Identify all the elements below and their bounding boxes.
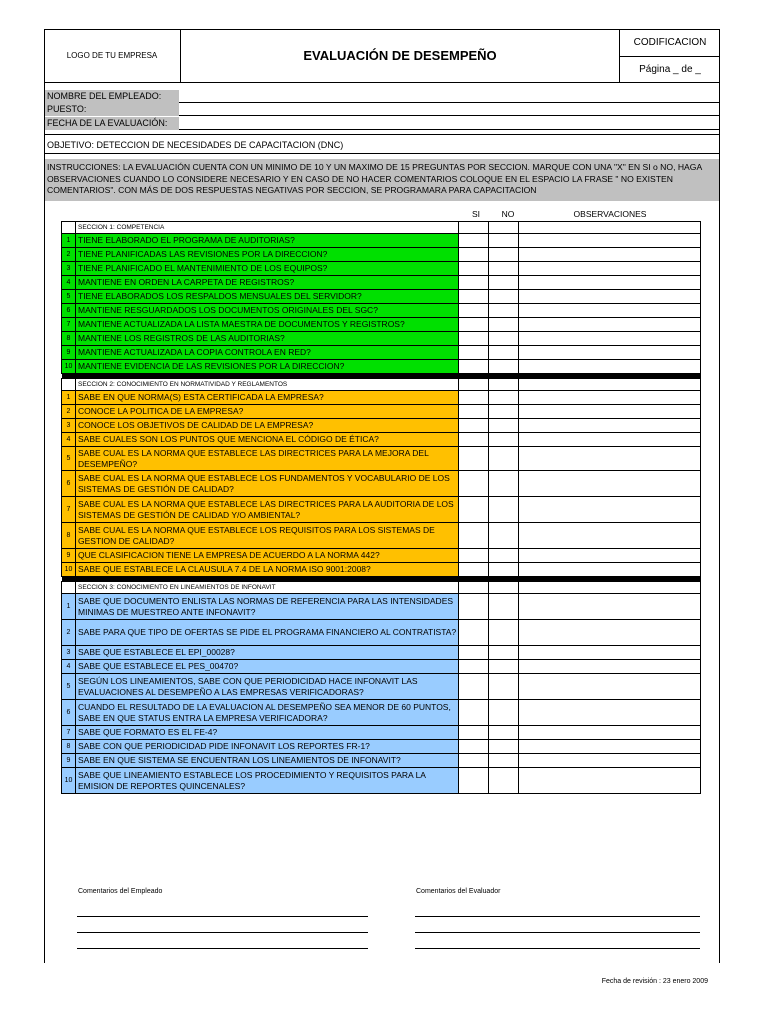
question-number: 6 bbox=[62, 700, 76, 726]
answer-no-cell[interactable] bbox=[489, 360, 519, 374]
section-title: SECCION 2: CONOCIMIENTO EN NORMATIVIDAD Y REGLAMENTOS bbox=[76, 379, 459, 391]
observations-cell[interactable] bbox=[519, 549, 701, 563]
answer-no-cell[interactable] bbox=[489, 433, 519, 447]
si-cell[interactable] bbox=[459, 582, 489, 594]
table-row bbox=[62, 290, 701, 304]
observations-cell[interactable] bbox=[519, 379, 701, 391]
observations-cell[interactable] bbox=[519, 360, 701, 374]
answer-si-cell[interactable] bbox=[459, 304, 489, 318]
section-number-cell bbox=[62, 379, 76, 391]
section-header-row bbox=[62, 582, 701, 594]
answer-si-cell[interactable] bbox=[459, 740, 489, 754]
objective-text: OBJETIVO: DETECCION DE NECESIDADES DE CAPACITACION (DNC) bbox=[45, 134, 719, 154]
evaluation-table bbox=[61, 221, 701, 794]
answer-no-cell[interactable] bbox=[489, 726, 519, 740]
answer-no-cell[interactable] bbox=[489, 471, 519, 497]
section-title: SECCION 3: CONOCIMIENTO EN LINEAMIENTOS DE INFONAVIT bbox=[76, 582, 459, 594]
answer-si-cell[interactable] bbox=[459, 768, 489, 794]
observations-cell[interactable] bbox=[519, 304, 701, 318]
question-text: SABE QUE FORMATO ES EL FE-4? bbox=[76, 726, 459, 740]
question-number: 5 bbox=[62, 290, 76, 304]
form-header bbox=[44, 29, 720, 83]
question-text: SABE QUE ESTABLECE EL EPI_00028? bbox=[76, 646, 459, 660]
employee-name-label: NOMBRE DEL EMPLEADO: bbox=[45, 90, 179, 103]
observations-cell[interactable] bbox=[519, 332, 701, 346]
evaluator-comment-line[interactable] bbox=[415, 948, 700, 949]
table-row bbox=[62, 447, 701, 471]
question-number: 8 bbox=[62, 740, 76, 754]
question-number: 7 bbox=[62, 497, 76, 523]
table-row bbox=[62, 471, 701, 497]
question-number: 2 bbox=[62, 248, 76, 262]
answer-si-cell[interactable] bbox=[459, 360, 489, 374]
table-row bbox=[62, 234, 701, 248]
table-row bbox=[62, 646, 701, 660]
question-number: 4 bbox=[62, 660, 76, 674]
observations-cell[interactable] bbox=[519, 447, 701, 471]
table-row bbox=[62, 740, 701, 754]
question-text: CONOCE LOS OBJETIVOS DE CALIDAD DE LA EMPRESA? bbox=[76, 419, 459, 433]
observations-cell[interactable] bbox=[519, 471, 701, 497]
answer-si-cell[interactable] bbox=[459, 523, 489, 549]
question-text: SABE QUE LINEAMIENTO ESTABLECE LOS PROCEDIMIENTO Y REQUISITOS PARA LA EMISION DE REPORTES QUINCENALES? bbox=[76, 768, 459, 794]
employee-comment-line[interactable] bbox=[77, 932, 368, 933]
observations-cell[interactable] bbox=[519, 234, 701, 248]
revision-date: Fecha de revisión : 23 enero 2009 bbox=[601, 978, 708, 985]
question-text: MANTIENE LOS REGISTROS DE LAS AUDITORIAS? bbox=[76, 332, 459, 346]
observations-cell[interactable] bbox=[519, 754, 701, 768]
section-header-row bbox=[62, 222, 701, 234]
question-number: 10 bbox=[62, 360, 76, 374]
evaluator-comment-line[interactable] bbox=[415, 916, 700, 917]
answer-si-cell[interactable] bbox=[459, 433, 489, 447]
question-number: 1 bbox=[62, 594, 76, 620]
section-header-row bbox=[62, 379, 701, 391]
observations-cell[interactable] bbox=[519, 405, 701, 419]
answer-si-cell[interactable] bbox=[459, 620, 489, 646]
answer-no-cell[interactable] bbox=[489, 660, 519, 674]
table-row bbox=[62, 304, 701, 318]
table-row bbox=[62, 549, 701, 563]
column-header-observations: OBSERVACIONES bbox=[573, 209, 647, 219]
table-row bbox=[62, 674, 701, 700]
answer-si-cell[interactable] bbox=[459, 471, 489, 497]
question-number: 2 bbox=[62, 620, 76, 646]
observations-cell[interactable] bbox=[519, 660, 701, 674]
question-number: 3 bbox=[62, 262, 76, 276]
answer-no-cell[interactable] bbox=[489, 740, 519, 754]
answer-no-cell[interactable] bbox=[489, 549, 519, 563]
position-row bbox=[45, 103, 720, 116]
answer-no-cell[interactable] bbox=[489, 563, 519, 577]
question-text: SABE PARA QUE TIPO DE OFERTAS SE PIDE EL PROGRAMA FINANCIERO AL CONTRATISTA? bbox=[76, 620, 459, 646]
observations-cell[interactable] bbox=[519, 290, 701, 304]
table-row bbox=[62, 405, 701, 419]
question-number: 10 bbox=[62, 768, 76, 794]
table-row bbox=[62, 262, 701, 276]
answer-si-cell[interactable] bbox=[459, 660, 489, 674]
section-number-cell bbox=[62, 222, 76, 234]
question-number: 3 bbox=[62, 419, 76, 433]
table-row bbox=[62, 318, 701, 332]
observations-cell[interactable] bbox=[519, 523, 701, 549]
question-text: MANTIENE RESGUARDADOS LOS DOCUMENTOS ORIGINALES DEL SGC? bbox=[76, 304, 459, 318]
answer-si-cell[interactable] bbox=[459, 262, 489, 276]
table-row bbox=[62, 332, 701, 346]
question-number: 3 bbox=[62, 646, 76, 660]
section-title: SECCION 1: COMPETENCIA bbox=[76, 222, 459, 234]
answer-no-cell[interactable] bbox=[489, 768, 519, 794]
no-cell[interactable] bbox=[489, 582, 519, 594]
observations-cell[interactable] bbox=[519, 726, 701, 740]
observations-cell[interactable] bbox=[519, 433, 701, 447]
observations-cell[interactable] bbox=[519, 646, 701, 660]
answer-si-cell[interactable] bbox=[459, 726, 489, 740]
question-number: 9 bbox=[62, 346, 76, 360]
question-text: CUANDO EL RESULTADO DE LA EVALUACION AL DESEMPEÑO SEA MENOR DE 60 PUNTOS, SABE EN QUE STATUS ENTRA LA EMPRESA VERIFICADORA? bbox=[76, 700, 459, 726]
si-cell[interactable] bbox=[459, 222, 489, 234]
evaluator-comments-label: Comentarios del Evaluador bbox=[416, 888, 501, 895]
question-number: 5 bbox=[62, 674, 76, 700]
observations-cell[interactable] bbox=[519, 700, 701, 726]
table-row bbox=[62, 433, 701, 447]
table-row bbox=[62, 346, 701, 360]
table-row bbox=[62, 620, 701, 646]
answer-no-cell[interactable] bbox=[489, 594, 519, 620]
answer-no-cell[interactable] bbox=[489, 276, 519, 290]
table-row bbox=[62, 497, 701, 523]
question-text: SABE CUALES SON LOS PUNTOS QUE MENCIONA EL CÓDIGO DE ÉTICA? bbox=[76, 433, 459, 447]
answer-si-cell[interactable] bbox=[459, 646, 489, 660]
answer-no-cell[interactable] bbox=[489, 447, 519, 471]
question-number: 8 bbox=[62, 332, 76, 346]
question-number: 9 bbox=[62, 754, 76, 768]
observations-cell[interactable] bbox=[519, 391, 701, 405]
answer-si-cell[interactable] bbox=[459, 674, 489, 700]
question-text: CONOCE LA POLITICA DE LA EMPRESA? bbox=[76, 405, 459, 419]
question-text: MANTIENE ACTUALIZADA LA LISTA MAESTRA DE DOCUMENTOS Y REGISTROS? bbox=[76, 318, 459, 332]
answer-no-cell[interactable] bbox=[489, 405, 519, 419]
employee-comment-line[interactable] bbox=[77, 916, 368, 917]
answer-si-cell[interactable] bbox=[459, 549, 489, 563]
question-text: SABE CON QUE PERIODICIDAD PIDE INFONAVIT LOS REPORTES FR-1? bbox=[76, 740, 459, 754]
question-text: QUE CLASIFICACION TIENE LA EMPRESA DE ACUERDO A LA NORMA 442? bbox=[76, 549, 459, 563]
answer-si-cell[interactable] bbox=[459, 234, 489, 248]
answer-si-cell[interactable] bbox=[459, 447, 489, 471]
answer-no-cell[interactable] bbox=[489, 646, 519, 660]
question-text: TIENE ELABORADO EL PROGRAMA DE AUDITORIAS? bbox=[76, 234, 459, 248]
instructions-text: INSTRUCCIONES: LA EVALUACIÓN CUENTA CON UN MINIMO DE 10 Y UN MAXIMO DE 15 PREGUNTAS POR SECCION. MARQUE CON UNA "X" EN SI o NO, HAGA OBSERVACIONES CUANDO LO CONSIDERE NECESARIO Y EN CASO DE NO HACER COMENTARIOS COLOQUE EN EL ESPACIO LA FRASE " NO EXISTEN COMENTARIOS". CON MÁS DE DOS RESPUESTAS NEGATIVAS POR SECCION, SE PROGRAMARA PARA CAPACITACION bbox=[45, 159, 719, 201]
question-number: 7 bbox=[62, 726, 76, 740]
question-text: TIENE PLANIFICADO EL MANTENIMIENTO DE LOS EQUIPOS? bbox=[76, 262, 459, 276]
answer-si-cell[interactable] bbox=[459, 391, 489, 405]
answer-no-cell[interactable] bbox=[489, 620, 519, 646]
observations-cell[interactable] bbox=[519, 497, 701, 523]
table-row bbox=[62, 276, 701, 290]
question-text: MANTIENE EN ORDEN LA CARPETA DE REGISTROS? bbox=[76, 276, 459, 290]
answer-no-cell[interactable] bbox=[489, 754, 519, 768]
table-row bbox=[62, 726, 701, 740]
observations-cell[interactable] bbox=[519, 419, 701, 433]
question-number: 1 bbox=[62, 391, 76, 405]
answer-si-cell[interactable] bbox=[459, 290, 489, 304]
question-text: SABE EN QUE NORMA(S) ESTA CERTIFICADA LA EMPRESA? bbox=[76, 391, 459, 405]
answer-si-cell[interactable] bbox=[459, 754, 489, 768]
answer-si-cell[interactable] bbox=[459, 563, 489, 577]
employee-comment-line[interactable] bbox=[77, 948, 368, 949]
answer-no-cell[interactable] bbox=[489, 497, 519, 523]
no-cell[interactable] bbox=[489, 222, 519, 234]
answer-no-cell[interactable] bbox=[489, 674, 519, 700]
observations-cell[interactable] bbox=[519, 594, 701, 620]
employee-comments-label: Comentarios del Empleado bbox=[78, 888, 163, 895]
question-number: 6 bbox=[62, 304, 76, 318]
question-text: TIENE PLANIFICADAS LAS REVISIONES POR LA DIRECCION? bbox=[76, 248, 459, 262]
observations-cell[interactable] bbox=[519, 582, 701, 594]
table-row bbox=[62, 660, 701, 674]
question-number: 5 bbox=[62, 447, 76, 471]
observations-cell[interactable] bbox=[519, 620, 701, 646]
question-number: 4 bbox=[62, 276, 76, 290]
answer-si-cell[interactable] bbox=[459, 248, 489, 262]
answer-si-cell[interactable] bbox=[459, 276, 489, 290]
question-number: 7 bbox=[62, 318, 76, 332]
question-text: SABE CUAL ES LA NORMA QUE ESTABLECE LAS DIRECTRICES PARA LA AUDITORIA DE LOS SISTEMAS DE GESTIÓN DE CALIDAD Y/O AMBIENTAL? bbox=[76, 497, 459, 523]
answer-si-cell[interactable] bbox=[459, 332, 489, 346]
answer-no-cell[interactable] bbox=[489, 700, 519, 726]
table-row bbox=[62, 360, 701, 374]
table-row bbox=[62, 563, 701, 577]
question-text: SABE CUAL ES LA NORMA QUE ESTABLECE LAS DIRECTRICES PARA LA MEJORA DEL DESEMPEÑO? bbox=[76, 447, 459, 471]
observations-cell[interactable] bbox=[519, 276, 701, 290]
si-cell[interactable] bbox=[459, 379, 489, 391]
evaluation-date-row bbox=[45, 117, 720, 130]
answer-no-cell[interactable] bbox=[489, 391, 519, 405]
codification-label: CODIFICACION bbox=[620, 29, 720, 57]
table-row bbox=[62, 391, 701, 405]
answer-no-cell[interactable] bbox=[489, 234, 519, 248]
question-number: 9 bbox=[62, 549, 76, 563]
observations-cell[interactable] bbox=[519, 346, 701, 360]
form-title: EVALUACIÓN DE DESEMPEÑO bbox=[181, 29, 620, 82]
answer-no-cell[interactable] bbox=[489, 262, 519, 276]
column-header-si: SI bbox=[471, 209, 481, 219]
position-field[interactable] bbox=[179, 103, 720, 116]
question-text: SEGÚN LOS LINEAMIENTOS, SABE CON QUE PERIODICIDAD HACE INFONAVIT LAS EVALUACIONES AL DESEMPEÑO A LAS EMPRESAS VERIFICADORAS? bbox=[76, 674, 459, 700]
section-number-cell bbox=[62, 582, 76, 594]
question-text: SABE QUE DOCUMENTO ENLISTA LAS NORMAS DE REFERENCIA PARA LAS INTENSIDADES MINIMAS DE MUESTREO ANTE INFONAVIT? bbox=[76, 594, 459, 620]
column-header-no: NO bbox=[501, 209, 515, 219]
question-text: SABE CUAL ES LA NORMA QUE ESTABLECE LOS REQUISITOS PARA LOS SISTEMAS DE GESTION DE CALIDAD? bbox=[76, 523, 459, 549]
answer-si-cell[interactable] bbox=[459, 419, 489, 433]
observations-cell[interactable] bbox=[519, 222, 701, 234]
question-number: 2 bbox=[62, 405, 76, 419]
observations-cell[interactable] bbox=[519, 740, 701, 754]
question-text: TIENE ELABORADOS LOS RESPALDOS MENSUALES DEL SERVIDOR? bbox=[76, 290, 459, 304]
page-indicator: Página _ de _ bbox=[639, 64, 701, 75]
no-cell[interactable] bbox=[489, 379, 519, 391]
evaluator-comment-line[interactable] bbox=[415, 932, 700, 933]
answer-si-cell[interactable] bbox=[459, 346, 489, 360]
table-row bbox=[62, 419, 701, 433]
question-text: SABE QUE ESTABLECE EL PES_00470? bbox=[76, 660, 459, 674]
table-row bbox=[62, 700, 701, 726]
table-row bbox=[62, 594, 701, 620]
answer-si-cell[interactable] bbox=[459, 405, 489, 419]
answer-no-cell[interactable] bbox=[489, 523, 519, 549]
answer-si-cell[interactable] bbox=[459, 700, 489, 726]
table-row bbox=[62, 248, 701, 262]
question-number: 10 bbox=[62, 563, 76, 577]
answer-no-cell[interactable] bbox=[489, 332, 519, 346]
answer-si-cell[interactable] bbox=[459, 318, 489, 332]
answer-no-cell[interactable] bbox=[489, 304, 519, 318]
question-text: MANTIENE EVIDENCIA DE LAS REVISIONES POR LA DIRECCION? bbox=[76, 360, 459, 374]
employee-name-row bbox=[45, 90, 720, 103]
evaluation-date-label: FECHA DE LA EVALUACIÓN: bbox=[45, 117, 179, 130]
observations-cell[interactable] bbox=[519, 248, 701, 262]
observations-cell[interactable] bbox=[519, 262, 701, 276]
evaluation-date-field[interactable] bbox=[179, 117, 720, 130]
question-text: SABE QUE ESTABLECE LA CLAUSULA 7.4 DE LA NORMA ISO 9001:2008? bbox=[76, 563, 459, 577]
question-number: 4 bbox=[62, 433, 76, 447]
answer-no-cell[interactable] bbox=[489, 290, 519, 304]
question-text: SABE CUAL ES LA NORMA QUE ESTABLECE LOS FUNDAMENTOS Y VOCABULARIO DE LOS SISTEMAS DE GESTIÓN DE CALIDAD? bbox=[76, 471, 459, 497]
observations-cell[interactable] bbox=[519, 563, 701, 577]
position-label: PUESTO: bbox=[45, 103, 179, 116]
observations-cell[interactable] bbox=[519, 674, 701, 700]
question-number: 8 bbox=[62, 523, 76, 549]
answer-no-cell[interactable] bbox=[489, 419, 519, 433]
observations-cell[interactable] bbox=[519, 768, 701, 794]
question-number: 6 bbox=[62, 471, 76, 497]
table-row bbox=[62, 768, 701, 794]
answer-no-cell[interactable] bbox=[489, 318, 519, 332]
answer-no-cell[interactable] bbox=[489, 248, 519, 262]
observations-cell[interactable] bbox=[519, 318, 701, 332]
company-logo-placeholder: LOGO DE TU EMPRESA bbox=[44, 29, 181, 82]
question-text: MANTIENE ACTUALIZADA LA COPIA CONTROLA EN RED? bbox=[76, 346, 459, 360]
answer-si-cell[interactable] bbox=[459, 497, 489, 523]
employee-name-field[interactable] bbox=[179, 90, 720, 103]
table-row bbox=[62, 754, 701, 768]
table-row bbox=[62, 523, 701, 549]
question-text: SABE EN QUE SISTEMA SE ENCUENTRAN LOS LINEAMIENTOS DE INFONAVIT? bbox=[76, 754, 459, 768]
question-number: 1 bbox=[62, 234, 76, 248]
answer-si-cell[interactable] bbox=[459, 594, 489, 620]
answer-no-cell[interactable] bbox=[489, 346, 519, 360]
